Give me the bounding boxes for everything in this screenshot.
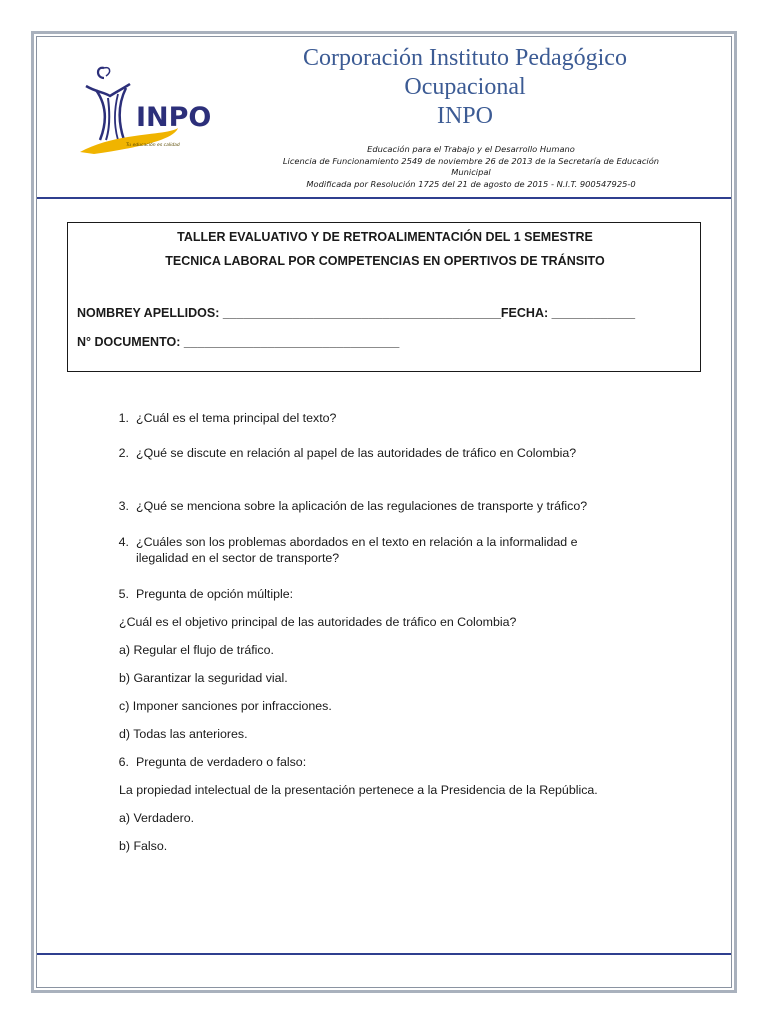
logo-text: INPO: [136, 102, 212, 133]
org-subtitle: [236, 144, 706, 190]
q6-option-a[interactable]: a) Verdadero.: [119, 811, 195, 825]
org-name-line-2: Ocupacional: [404, 74, 526, 100]
org-name-line-1: Corporación Instituto Pedagógico: [303, 45, 627, 71]
question-text: ¿Cuál es el tema principal del texto?: [136, 411, 337, 425]
question-text: ¿Qué se discute en relación al papel de las autoridades de tráfico en Colombia?: [136, 446, 577, 460]
logo-ribbon-text: Tu educación es calidad: [126, 143, 180, 148]
q6-stem: La propiedad intelectual de la presentación pertenece a la Presidencia de la República.: [119, 783, 598, 797]
question-number: 5.: [118, 587, 129, 601]
q6-option-b[interactable]: b) Falso.: [119, 839, 168, 853]
q5-option-b[interactable]: b) Garantizar la seguridad vial.: [119, 671, 288, 685]
q5-option-d[interactable]: d) Todas las anteriores.: [119, 727, 248, 741]
logo-figure-head: [98, 68, 104, 78]
workshop-title: TALLER EVALUATIVO Y DE RETROALIMENTACIÓN DEL 1 SEMESTRE: [177, 230, 593, 244]
q5-option-a[interactable]: a) Regular el flujo de tráfico.: [119, 643, 274, 657]
header-rule: [37, 197, 731, 199]
program-title: TECNICA LABORAL POR COMPETENCIAS EN OPERTIVOS DE TRÁNSITO: [165, 254, 605, 268]
footer-rule: [37, 953, 731, 955]
org-name-line-3: INPO: [436, 103, 493, 129]
question-text: Pregunta de opción múltiple:: [136, 587, 294, 601]
question-number: 4.: [118, 535, 129, 549]
q5-stem: ¿Cuál es el objetivo principal de las autoridades de tráfico en Colombia?: [119, 615, 517, 629]
q5-option-c[interactable]: c) Imponer sanciones por infracciones.: [119, 699, 332, 713]
org-sub-line-1: Educación para el Trabajo y el Desarrollo Humano: [367, 144, 575, 154]
question-text: ¿Qué se menciona sobre la aplicación de las regulaciones de transporte y tráfico?: [136, 499, 588, 513]
question-text-line-2: ilegalidad en el sector de transporte?: [136, 551, 340, 565]
question-number: 1.: [118, 411, 129, 425]
org-sub-line-4: Modificada por Resolución 1725 del 21 de agosto de 2015 - N.I.T. 900547925-0: [306, 178, 636, 189]
document-field[interactable]: N° DOCUMENTO: _______________________________: [77, 335, 400, 349]
inpo-logo: [66, 48, 231, 176]
question-text: Pregunta de verdadero o falso:: [136, 755, 307, 769]
org-title: [250, 44, 680, 131]
org-sub-line-3: Municipal: [451, 167, 491, 177]
question-number: 3.: [118, 499, 129, 513]
question-number: 6.: [118, 755, 129, 769]
student-info-box: [67, 222, 701, 372]
name-date-field[interactable]: NOMBREY APELLIDOS: ________________________________________FECHA: ____________: [77, 306, 636, 320]
question-text-line-1: ¿Cuáles son los problemas abordados en el texto en relación a la informalidad e: [136, 535, 578, 549]
org-sub-line-2: Licencia de Funcionamiento 2549 de noviembre 26 de 2013 de la Secretaría de Educación: [282, 155, 660, 166]
question-number: 2.: [118, 446, 129, 460]
